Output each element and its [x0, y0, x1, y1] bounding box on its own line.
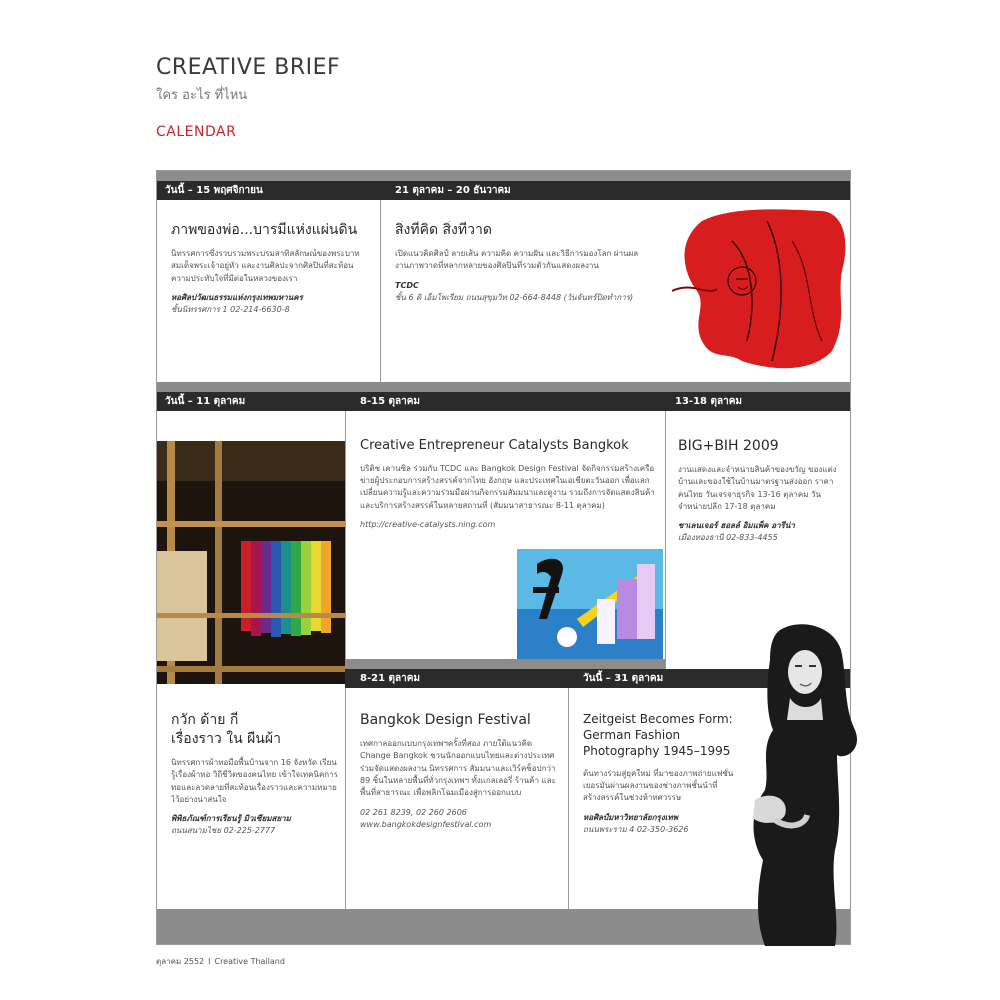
- section-label: CALENDAR: [156, 124, 237, 140]
- footer-issue: ตุลาคม 2552: [156, 957, 205, 966]
- row1-date-1: วันนี้ – 15 พฤศจิกายน: [165, 185, 263, 196]
- row2-date-3: 13-18 ตุลาคม: [675, 396, 742, 407]
- page-subtitle: ใคร อะไร ที่ไหน: [156, 88, 248, 103]
- fashion-model-photo: [745, 620, 865, 946]
- footer-magazine: Creative Thailand: [214, 957, 285, 966]
- event-description: บริติช เคานซิล ร่วมกับ TCDC และ Bangkok Design Festival จัดกิจกรรมสร้างเครือข่ายผู้ประกอบการสร้างสรรค์จากไทย อังกฤษ และประเทศในเอเชียตะวันออก เพื่อแลกเปลี่ยนความรู้และความร่วมมือผ่านกิจกรรมสัมมนาและดูงาน รวมถึงการจัดแสดงสินค้าและบริการสร้างสรรค์ในหลายสถานที่ (สัมมนาสาธารณะ 8-11 ตุลาคม): [360, 463, 655, 510]
- top-band: [157, 171, 850, 181]
- event-website: www.bangkokdesignfestival.com: [360, 819, 492, 829]
- footer-separator: I: [208, 957, 211, 966]
- event-venue: หอศิลปวัฒนธรรมแห่งกรุงเทพมหานคร: [171, 293, 303, 303]
- loom-photo: [157, 441, 345, 684]
- divider: [380, 200, 381, 382]
- event-title: [171, 711, 339, 749]
- event-title: ภาพของพ่อ...บารมีแห่งแผ่นดิน: [171, 222, 358, 238]
- event-description: นิทรรศการซึ่งรวบรวมพระบรมสาทิสลักษณ์ของพระบาทสมเด็จพระเจ้าอยู่หัว และงานศิลปะจากศิลปินที่สะท้อนความประทับใจที่มีต่อในหลวงของเรา: [171, 248, 360, 283]
- event-card-bdf[interactable]: [360, 711, 560, 921]
- band-row2: [157, 382, 850, 392]
- row2-date-1: วันนี้ – 11 ตุลาคม: [165, 396, 246, 407]
- event-card-zeitgeist[interactable]: [583, 711, 753, 921]
- event-title: Bangkok Design Festival: [360, 712, 531, 728]
- event-venue: พิพิธภัณฑ์การเรียนรู้ มิวเซียมสยาม: [171, 814, 291, 824]
- event-venue: ชาเลนเจอร์ ฮอลล์ อิมแพ็ค อารีน่า: [678, 521, 795, 531]
- event-contact: ชั้นนิทรรศการ 1 02-214-6630-8: [171, 305, 290, 315]
- event-title: Zeitgeist Becomes Form: German Fashion Photography 1945–1995: [583, 712, 733, 759]
- row2-date-bar: [157, 392, 850, 411]
- event-title: Creative Entrepreneur Catalysts Bangkok: [360, 438, 629, 453]
- event-venue: หอศิลป์มหาวิทยาลัยกรุงเทพ: [583, 812, 679, 822]
- event-card-bigbih[interactable]: [678, 437, 842, 637]
- event-description: เทศกาลออกแบบกรุงเทพฯครั้งที่สอง ภายใต้แนวคิด Change Bangkok ชวนนักออกแบบไทยและต่างประเทศร่วมจัดแสดงผลงาน นิทรรศการ สัมมนาและเวิร์คช็อปกว่า 89 ชิ้นในหลายพื้นที่ทั่วกรุงเทพฯ ทั้งแกลเลอรี่ ร้านค้า และพื้นที่สาธารณะ เพื่อพลิกโฉมเมืองสู่การออกแบบ: [360, 738, 556, 798]
- band-row3: [345, 659, 665, 669]
- event-title: สิ่งที่คิด สิ่งที่วาด: [395, 222, 492, 238]
- divider: [568, 688, 569, 929]
- row3-date-2: 8-21 ตุลาคม: [360, 673, 421, 684]
- event-card-drawing[interactable]: [395, 221, 645, 381]
- row1-date-2: 21 ตุลาคม – 20 ธันวาคม: [395, 185, 511, 196]
- divider: [665, 411, 666, 671]
- event-title: BIG+BIH 2009: [678, 438, 779, 454]
- event-card-weaving[interactable]: [171, 711, 339, 921]
- event-contact: เมืองทองธานี 02-833-4455: [678, 533, 778, 543]
- row2-date-2: 8-15 ตุลาคม: [360, 396, 421, 407]
- red-ink-illustration: [672, 201, 851, 381]
- event-title-line1: กวัก ด้าย กี่: [171, 712, 239, 728]
- page-footer: [156, 955, 285, 968]
- event-contact: ถนนสนามไชย 02-225-2777: [171, 826, 276, 836]
- event-description: ต้นทางร่วมสู่ยุคใหม่ ที่มาของภาพถ่ายแฟชั่นเยอรมันผ่านผลงานของช่างภาพชั้นนำที่สร้างสรรค์ในช่วงห้าทศวรรษ: [583, 768, 734, 803]
- event-contact: 02 261 8239, 02 260 2606: [360, 807, 467, 817]
- event-description: นิทรรศการผ้าทอมือพื้นบ้านจาก 16 จังหวัด เรียนรู้เรื่องผ้าทอ วิถีชีวิตของคนไทย เข้าใจเทคนิคการทอและลวดลายที่สะท้อนเรื่องราวและความหมายไว้อย่างน่าสนใจ: [171, 757, 338, 804]
- row3-date-3: วันนี้ – 31 ตุลาคม: [583, 673, 664, 684]
- catalysts-graphic: [517, 549, 663, 659]
- row1-date-bar: [157, 181, 850, 200]
- event-website: http://creative-catalysts.ning.com: [360, 520, 496, 530]
- event-contact: ชั้น 6 ดิ เอ็มโพเรียม ถนนสุขุมวิท 02-664-8448 (วันจันทร์ปิดทำการ): [395, 292, 634, 302]
- event-contact: ถนนพระราม 4 02-350-3626: [583, 824, 689, 834]
- event-title-line2: เรื่องราว ใน ผืนผ้า: [171, 730, 281, 747]
- page-title: CREATIVE BRIEF: [156, 55, 341, 80]
- event-venue: TCDC: [395, 280, 419, 290]
- event-description: เปิดแนวคิดศิลป์ ลายเส้น ความคิด ความฝัน และวิธีการมองโลก ผ่านผลงานภาพวาดที่หลากหลายของศิลปินที่รวมตัวกันแสดงผลงาน: [395, 248, 639, 271]
- event-description: งานแสดงและจำหน่ายสินค้าของขวัญ ของแต่งบ้านและของใช้ในบ้านมาตรฐานส่งออก ราคาคนไทย วันเจรจาธุรกิจ 13-16 ตุลาคม วันจำหน่ายปลีก 17-18 ตุลาคม: [678, 464, 837, 512]
- event-card-catalysts[interactable]: [360, 437, 660, 557]
- event-card-royal[interactable]: [171, 221, 371, 381]
